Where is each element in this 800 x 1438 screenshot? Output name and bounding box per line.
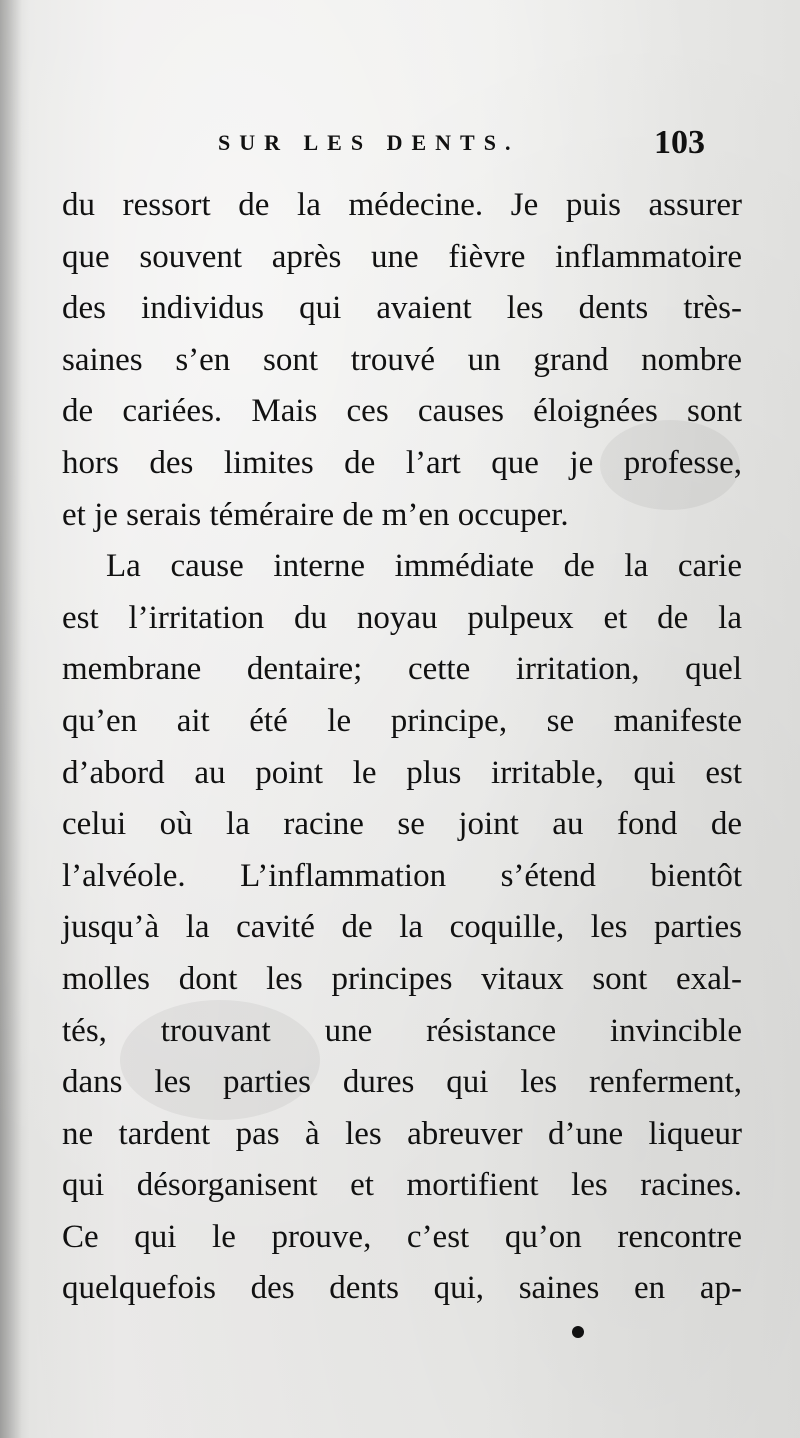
text-line: saines s’en sont trouvé un grand nombre	[62, 341, 742, 378]
text-line: du ressort de la médecine. Je puis assurer	[62, 187, 742, 223]
binding-shadow	[0, 0, 22, 1438]
text-line: tés, trouvant une résistance invincible	[62, 1012, 742, 1049]
text-line: Ce qui le prouve, c’est qu’on rencontre	[62, 1218, 742, 1255]
text-line: hors des limites de l’art que je professe,	[62, 444, 742, 481]
text-line: dans les parties dures qui les renferment,	[62, 1064, 742, 1101]
text-line: celui où la racine se joint au fond de	[62, 806, 742, 843]
text-line: La cause interne immédiate de la carie	[106, 548, 742, 585]
text-line: d’abord au point le plus irritable, qui est	[62, 754, 742, 791]
text-line: et je serais téméraire de m’en occuper.	[62, 496, 569, 533]
text-line: qu’en ait été le principe, se manifeste	[62, 702, 742, 739]
text-line: qui désorganisent et mortifient les racines.	[62, 1167, 742, 1204]
body-text	[62, 180, 742, 1315]
paragraph-1	[62, 180, 742, 541]
text-line: ne tardent pas à les abreuver d’une liqueur	[62, 1115, 742, 1152]
running-title: SUR LES DENTS.	[218, 130, 520, 155]
page-number: 103	[654, 124, 705, 161]
running-head	[0, 126, 800, 166]
text-line: quelquefois des dents qui, saines en ap-	[62, 1270, 742, 1307]
printer-mark-dot	[572, 1326, 584, 1338]
paragraph-2	[62, 541, 742, 1315]
text-line: que souvent après une fièvre inflammatoire	[62, 238, 742, 275]
text-line: jusqu’à la cavité de la coquille, les parties	[62, 909, 742, 946]
text-line: des individus qui avaient les dents très-	[62, 290, 742, 327]
text-line: est l’irritation du noyau pulpeux et de la	[62, 599, 742, 636]
text-line: l’alvéole. L’inflammation s’étend bientôt	[62, 857, 742, 894]
text-line: molles dont les principes vitaux sont exal-	[62, 960, 742, 997]
text-line: membrane dentaire; cette irritation, quel	[62, 651, 742, 688]
text-line: de cariées. Mais ces causes éloignées sont	[62, 393, 742, 430]
